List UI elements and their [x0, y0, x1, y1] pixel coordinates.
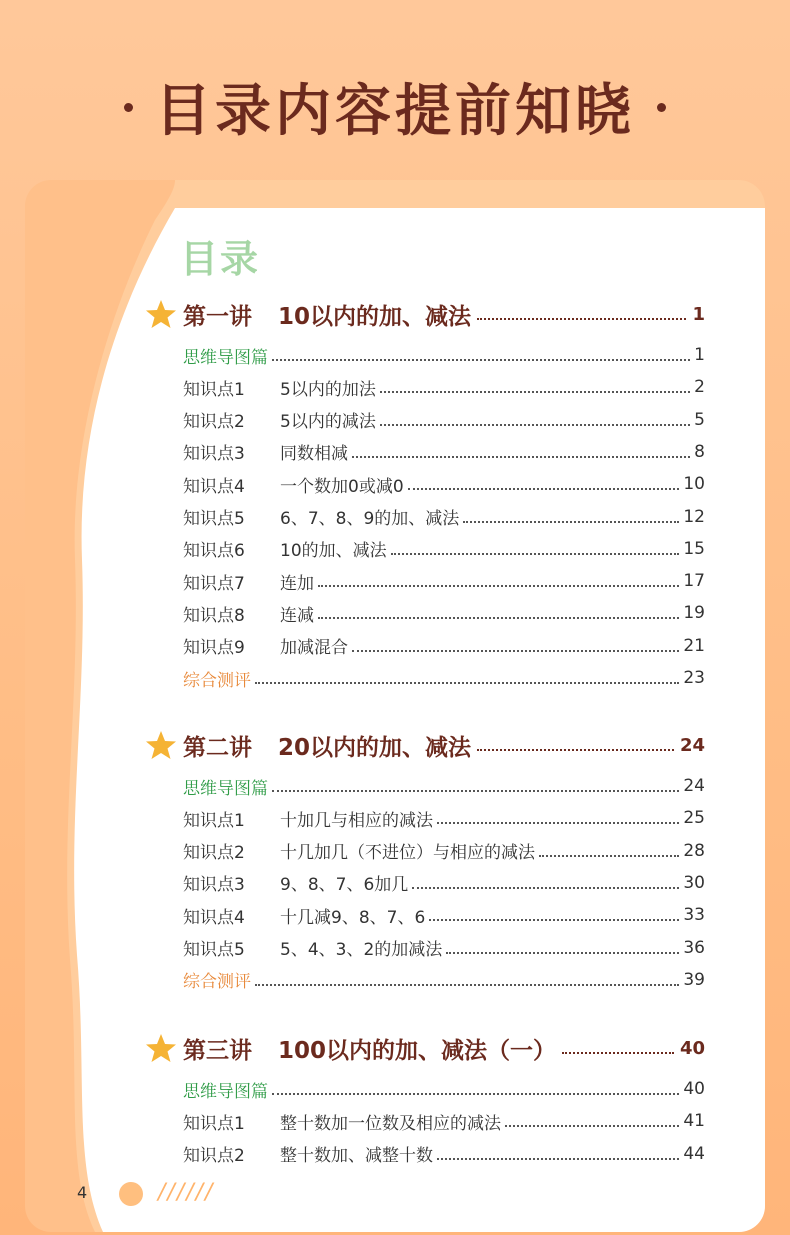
entry-title: 连加 [280, 573, 314, 594]
entry-title: 整十数加、减整十数 [280, 1146, 433, 1167]
dot-leader [352, 650, 679, 652]
toc-title: 目录 [180, 237, 261, 281]
toc-entry[interactable] [183, 631, 705, 661]
toc-entry[interactable] [183, 868, 705, 898]
dot-leader [446, 952, 679, 954]
footer-circle-decoration [119, 1182, 143, 1206]
entry-page-number: 15 [683, 538, 705, 559]
toc-entry[interactable] [183, 1074, 705, 1104]
entry-page-number: 12 [683, 506, 705, 527]
chapter-title: 100以内的加、减法（一） [278, 1037, 557, 1064]
chapter-label: 第二讲 [183, 734, 252, 761]
entry-label: 知识点1 [183, 379, 245, 400]
entry-label: 知识点3 [183, 875, 245, 896]
entry-label: 知识点3 [183, 444, 245, 465]
toc-entry[interactable] [183, 803, 705, 833]
toc-entry[interactable] [183, 836, 705, 866]
toc-entry[interactable] [183, 933, 705, 963]
dot-leader [505, 1125, 679, 1127]
entry-page-number: 24 [683, 776, 705, 796]
entry-label: 思维导图篇 [183, 1081, 268, 1102]
dot-leader [255, 682, 679, 684]
entry-page-number: 33 [683, 905, 705, 926]
entry-title: 同数相减 [280, 444, 348, 465]
chapter-heading[interactable] [145, 727, 705, 763]
dot-leader [437, 822, 679, 824]
entry-page-number: 1 [694, 345, 705, 365]
entry-label: 知识点2 [183, 412, 245, 433]
entry-page-number: 41 [683, 1111, 705, 1132]
toc-entry[interactable] [183, 598, 705, 628]
dot-leader [412, 887, 679, 889]
toc-entry[interactable] [183, 437, 705, 467]
toc-entry[interactable] [183, 372, 705, 402]
chapter-label: 第一讲 [183, 303, 252, 330]
entry-page-number: 39 [683, 969, 705, 990]
entry-page-number: 44 [683, 1143, 705, 1164]
entry-label: 知识点7 [183, 573, 245, 594]
dot-leader [429, 919, 679, 921]
toc-entry[interactable] [183, 534, 705, 564]
entry-title: 5以内的减法 [280, 412, 376, 433]
dot-leader [380, 424, 690, 426]
toc-entry[interactable] [183, 1106, 705, 1136]
entry-label: 知识点6 [183, 541, 245, 562]
entry-page-number: 40 [683, 1079, 705, 1099]
dot-leader [318, 617, 679, 619]
toc-entry[interactable] [183, 502, 705, 532]
toc-entry[interactable] [183, 469, 705, 499]
toc-entry[interactable] [183, 1139, 705, 1169]
dot-leader [272, 790, 679, 792]
entry-title: 10的加、减法 [280, 541, 387, 562]
entry-title: 十几减9、8、7、6 [280, 907, 426, 928]
dot-leader [477, 317, 686, 320]
banner-dot-left [124, 103, 133, 112]
entry-page-number: 21 [683, 635, 705, 656]
entry-page-number: 25 [683, 808, 705, 829]
chapter-heading[interactable] [145, 296, 705, 332]
footer-slash-decoration: ////// [158, 1180, 215, 1205]
entry-page-number: 23 [683, 668, 705, 688]
dot-leader [391, 553, 680, 555]
entry-page-number: 28 [683, 840, 705, 861]
entry-title: 整十数加一位数及相应的减法 [280, 1113, 501, 1134]
entry-title: 9、8、7、6加几 [280, 875, 409, 896]
entry-page-number: 5 [694, 409, 705, 430]
entry-label: 思维导图篇 [183, 347, 268, 368]
dot-leader [539, 855, 679, 857]
entry-page-number: 2 [694, 377, 705, 398]
toc-entry[interactable] [183, 771, 705, 801]
dot-leader [380, 391, 690, 393]
toc-entry[interactable] [183, 405, 705, 435]
entry-page-number: 8 [694, 441, 705, 462]
banner-dot-right [657, 103, 666, 112]
dot-leader [272, 1093, 679, 1095]
chapter-title: 20以内的加、减法 [278, 734, 472, 761]
entry-label: 知识点1 [183, 1113, 245, 1134]
chapter-heading[interactable] [145, 1030, 705, 1066]
entry-title: 一个数加0或减0 [280, 476, 404, 497]
chapter-page-number: 1 [692, 303, 705, 325]
entry-page-number: 10 [683, 474, 705, 495]
entry-label: 知识点9 [183, 638, 245, 659]
entry-title: 5、4、3、2的加减法 [280, 940, 443, 960]
dot-leader [477, 748, 674, 751]
entry-page-number: 36 [683, 937, 705, 958]
entry-title: 加减混合 [280, 638, 348, 659]
entry-label: 知识点8 [183, 605, 245, 626]
entry-label: 知识点5 [183, 509, 245, 529]
star-icon [145, 1032, 177, 1064]
entry-label: 知识点5 [183, 940, 245, 960]
dot-leader [318, 585, 679, 587]
page-number: 4 [77, 1183, 88, 1202]
entry-label: 知识点1 [183, 810, 245, 831]
chapter-title: 10以内的加、减法 [278, 303, 472, 330]
chapter-label: 第三讲 [183, 1037, 252, 1064]
entry-title: 十加几与相应的减法 [280, 810, 433, 831]
toc-entry[interactable] [183, 663, 705, 693]
dot-leader [352, 456, 690, 458]
entry-label: 综合测评 [183, 670, 251, 691]
dot-leader [437, 1158, 679, 1160]
dot-leader [463, 521, 679, 523]
entry-page-number: 17 [683, 571, 705, 592]
entry-label: 知识点2 [183, 843, 245, 864]
entry-title: 连减 [280, 605, 314, 626]
entry-label: 思维导图篇 [183, 778, 268, 799]
page-banner [0, 62, 790, 152]
entry-page-number: 19 [683, 603, 705, 624]
dot-leader [562, 1051, 674, 1054]
chapter-page-number: 24 [679, 734, 705, 756]
entry-label: 综合测评 [183, 972, 251, 993]
dot-leader [255, 984, 679, 986]
toc-entry[interactable] [183, 900, 705, 930]
entry-label: 知识点2 [183, 1146, 245, 1167]
chapter-page-number: 40 [679, 1037, 705, 1059]
entry-title: 5以内的加法 [280, 379, 376, 400]
entry-label: 知识点4 [183, 476, 245, 497]
toc-entry[interactable] [183, 965, 705, 995]
star-icon [145, 298, 177, 330]
entry-label: 知识点4 [183, 907, 245, 928]
entry-page-number: 30 [683, 872, 705, 893]
dot-leader [408, 488, 680, 490]
entry-title: 十几加几（不进位）与相应的减法 [280, 843, 535, 864]
entry-title: 6、7、8、9的加、减法 [280, 509, 460, 529]
toc-entry[interactable] [183, 340, 705, 370]
banner-title: 目录内容提前知晓 [155, 79, 635, 144]
dot-leader [272, 359, 690, 361]
star-icon [145, 729, 177, 761]
toc-entry[interactable] [183, 566, 705, 596]
